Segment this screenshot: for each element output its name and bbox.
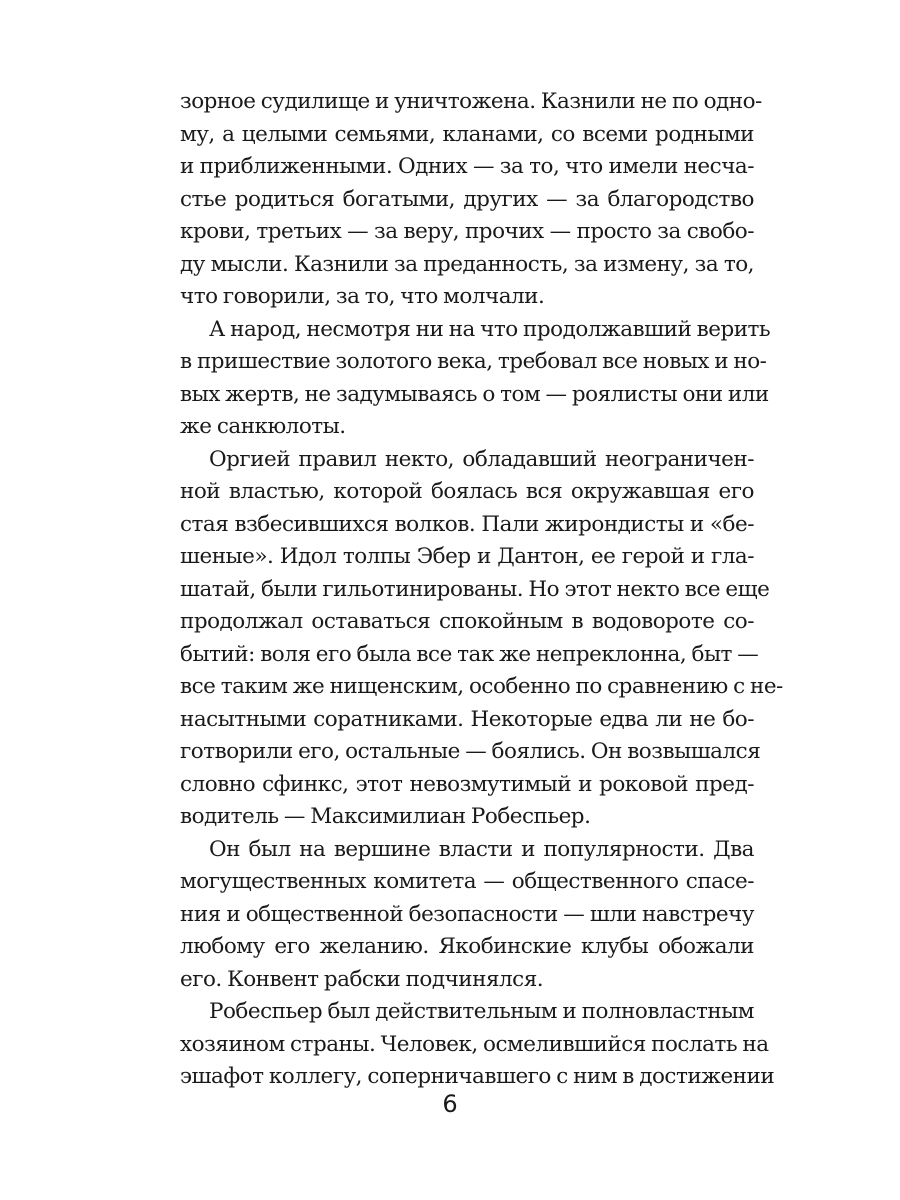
text-line: Он был на вершине власти и популярности. Два	[209, 836, 754, 862]
text-line: его. Конвент рабски подчинялся.	[180, 966, 544, 992]
text-line: продолжал оставаться спокойным в водовороте со-	[180, 609, 754, 634]
text-line: му, а целыми семьями, кланами, со всеми родными	[180, 121, 754, 147]
text-line: Робеспьер был действительным и полновластным	[209, 999, 754, 1024]
text-line: ния и общественной безопасности — шли навстречу	[180, 901, 754, 927]
text-line: же санкюлоты.	[180, 414, 346, 439]
text-line: могущественных комитета — общественного спасе-	[180, 869, 754, 894]
text-line: в пришествие золотого века, требовал все новых и но-	[180, 349, 767, 374]
text-line: все таким же нищенским, особенно по сравнению с не-	[180, 674, 783, 699]
text-line: словно сфинкс, этот невозмутимый и роковой пред-	[180, 771, 754, 797]
text-line: стье родиться богатыми, других — за благородство	[180, 186, 754, 212]
text-line: зорное судилище и уничтожена. Казнили не по одно-	[180, 89, 762, 114]
body-text	[180, 86, 783, 1094]
text-line: стая взбесившихся волков. Пали жирондисты и «бе-	[180, 511, 754, 537]
text-line: крови, третьих — за веру, прочих — просто за свобо-	[180, 219, 754, 244]
text-line: А народ, несмотря ни на что продолжавший верить	[209, 316, 771, 342]
text-line: шатай, были гильотинированы. Но этот некто все еще	[180, 576, 770, 602]
text-line: ной властью, которой боялась вся окружавшая его	[180, 479, 754, 504]
text-line: эшафот коллегу, соперничавшего с ним в достижении	[180, 1064, 775, 1089]
text-line: Оргией правил некто, обладавший неограничен-	[209, 446, 754, 472]
text-line: ду мысли. Казнили за преданность, за измену, за то,	[180, 251, 754, 277]
text-line: любому его желанию. Якобинские клубы обожали	[180, 934, 754, 959]
text-line: и приближенными. Одних — за то, что имели несча-	[180, 154, 754, 179]
text-line: шеные». Идол толпы Эбер и Дантон, ее герой и гла-	[180, 544, 754, 569]
text-line: хозяином страны. Человек, осмелившийся послать на	[180, 1031, 769, 1057]
text-line: вых жертв, не задумываясь о том — роялисты они или	[180, 381, 769, 407]
text-line: бытий: воля его была все так же непреклонна, быт —	[180, 641, 759, 667]
page-number: 6	[442, 1090, 458, 1118]
text-line: водитель — Максимилиан Робеспьер.	[180, 804, 591, 829]
text-line: насытными соратниками. Некоторые едва ли не бо-	[180, 706, 754, 732]
text-line: что говорили, за то, что молчали.	[180, 284, 545, 309]
text-line: готворили его, остальные — боялись. Он возвышался	[180, 739, 761, 764]
